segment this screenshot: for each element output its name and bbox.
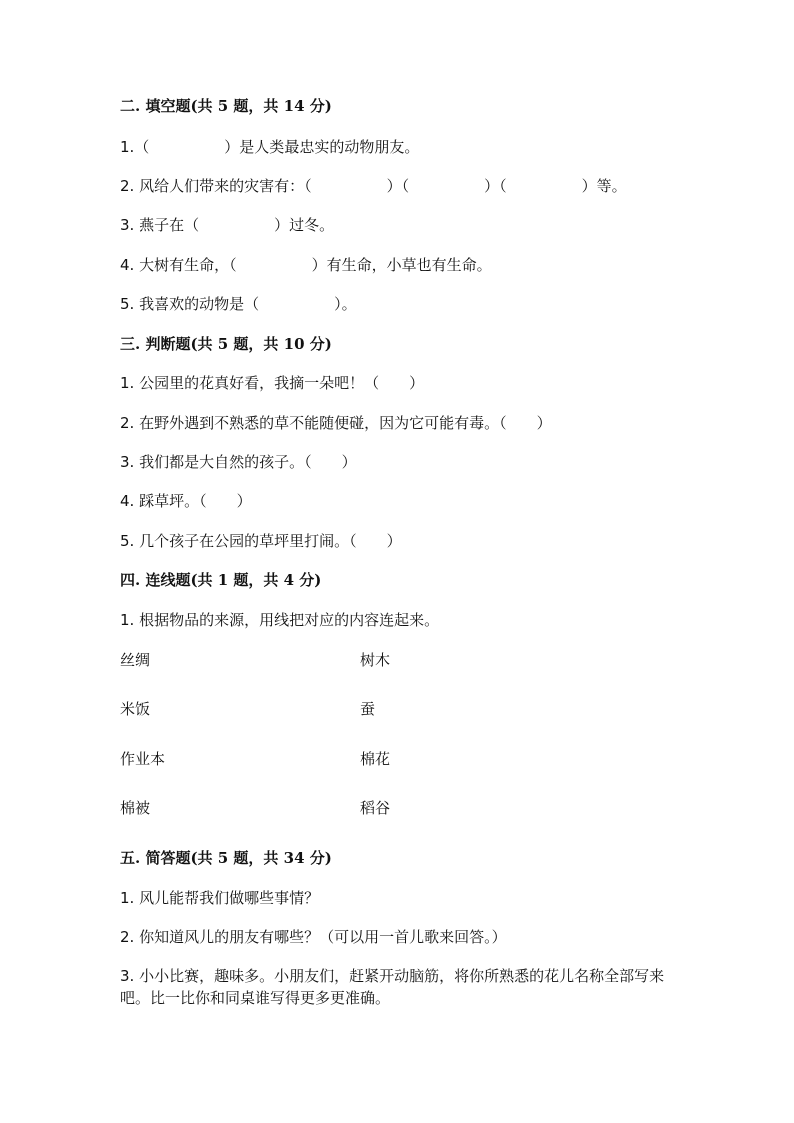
match-question-1: 1. 根据物品的来源，用线把对应的内容连起来。 (120, 611, 440, 629)
section-heading-fill: 二. 填空题(共 5 题，共 14 分) (120, 97, 332, 115)
match-left-item: 米饭 (120, 700, 151, 718)
section-heading-judge: 三. 判断题(共 5 题，共 10 分) (120, 335, 332, 353)
match-left-item: 作业本 (120, 750, 166, 768)
judge-question-3: 3. 我们都是大自然的孩子。（ ） (120, 453, 357, 471)
match-right-item: 树木 (360, 651, 391, 669)
judge-question-2: 2. 在野外遇到不熟悉的草不能随便碰，因为它可能有毒。（ ） (120, 414, 552, 432)
judge-question-5: 5. 几个孩子在公园的草坪里打闹。（ ） (120, 532, 402, 550)
judge-question-1: 1. 公园里的花真好看，我摘一朵吧！（ ） (120, 374, 425, 392)
short-question-3: 3. 小小比赛，趣味多。小朋友们，赶紧开动脑筋，将你所熟悉的花儿名称全部写来吧。比一比你和同桌谁写得更多更准确。 (120, 967, 665, 1007)
fill-question-2: 2. 风给人们带来的灾害有：（ ）（ ）（ ）等。 (120, 177, 627, 195)
match-right-item: 蚕 (360, 700, 376, 718)
short-question-2: 2. 你知道风儿的朋友有哪些？（可以用一首儿歌来回答。） (120, 928, 507, 946)
match-left-item: 棉被 (120, 799, 151, 817)
short-question-1: 1. 风儿能帮我们做哪些事情？ (120, 889, 320, 907)
match-right-item: 稻谷 (360, 799, 391, 817)
fill-question-5: 5. 我喜欢的动物是（ ）。 (120, 295, 357, 313)
fill-question-4: 4. 大树有生命，（ ）有生命，小草也有生命。 (120, 256, 492, 274)
section-heading-match: 四. 连线题(共 1 题，共 4 分) (120, 571, 322, 589)
fill-question-3: 3. 燕子在（ ）过冬。 (120, 216, 335, 234)
fill-question-1: 1.（ ）是人类最忠实的动物朋友。 (120, 138, 420, 156)
match-left-item: 丝绸 (120, 651, 151, 669)
match-right-item: 棉花 (360, 750, 391, 768)
judge-question-4: 4. 踩草坪。（ ） (120, 492, 252, 510)
section-heading-short: 五. 简答题(共 5 题，共 34 分) (120, 849, 332, 867)
